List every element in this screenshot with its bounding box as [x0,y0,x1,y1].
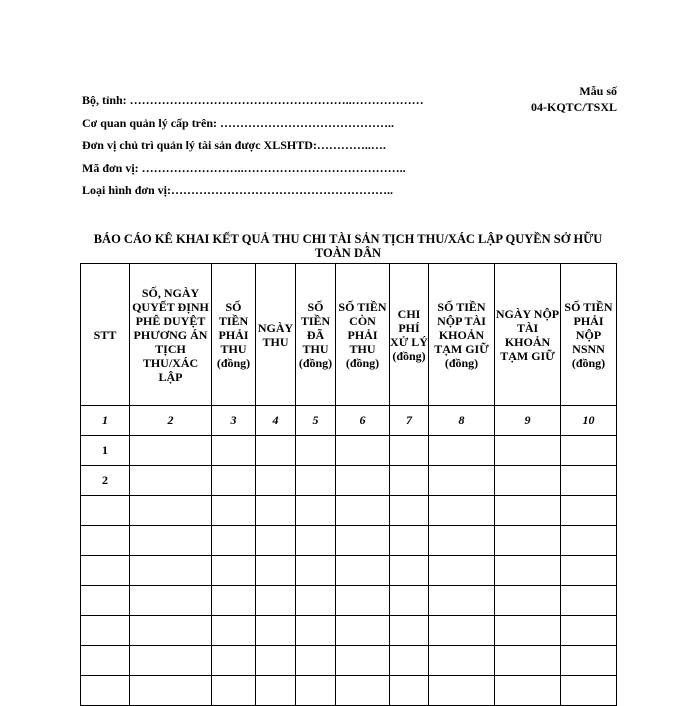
table-cell [130,586,212,616]
table-cell [429,676,495,706]
table-cell [429,496,495,526]
column-number: 7 [390,406,429,436]
table-cell [296,676,336,706]
header-decision: SỐ, NGÀY QUYẾT ĐỊNH PHÊ DUYỆT PHƯƠNG ÁN TỊCH THU/XÁC LẬP [130,264,212,406]
table-cell [390,526,429,556]
column-number-row [81,406,617,436]
table-cell [390,496,429,526]
column-number: 9 [495,406,561,436]
column-number: 10 [561,406,617,436]
table-cell [561,556,617,586]
table-cell [296,466,336,496]
table-cell [495,646,561,676]
table-cell [429,646,495,676]
report-table [80,263,617,706]
table-cell [130,646,212,676]
table-cell [336,586,390,616]
header-deposit-date: NGÀY NỘP TÀI KHOẢN TẠM GIỮ [495,264,561,406]
table-cell [561,436,617,466]
table-cell [212,676,256,706]
table-cell [296,616,336,646]
info-ministry: Bộ, tỉnh: ………………………………………………..……………… [82,93,424,107]
column-number: 1 [81,406,130,436]
header-amount-remaining: SỐ TIỀN CÒN PHẢI THU (đồng) [336,264,390,406]
table-row [81,646,617,676]
table-row [81,496,617,526]
table-cell [336,556,390,586]
table-cell [256,616,296,646]
form-code-label: Mẫu số [579,84,617,98]
table-cell [495,526,561,556]
info-managing-unit: Đơn vị chủ trì quản lý tài sản được XLSHTD:…………..…. [82,138,386,152]
row-number-cell [81,616,130,646]
table-cell [561,496,617,526]
table-cell [429,466,495,496]
table-cell [390,616,429,646]
table-cell [561,586,617,616]
table-cell [336,616,390,646]
table-cell [561,526,617,556]
table-cell [336,646,390,676]
table-row [81,556,617,586]
table-cell [390,586,429,616]
table-cell [212,646,256,676]
info-unit-code: Mã đơn vị: ……………………..………………………………….. [82,160,406,175]
table-cell [429,436,495,466]
table-row [81,616,617,646]
form-code-number: 04-KQTC/TSXL [530,100,617,114]
table-cell [495,586,561,616]
table-cell [256,466,296,496]
table-cell [130,526,212,556]
row-number-cell [81,586,130,616]
table-cell [130,676,212,706]
table-cell [561,466,617,496]
table-cell [429,526,495,556]
table-cell [256,496,296,526]
column-number: 2 [130,406,212,436]
table-cell [495,466,561,496]
unit-info [82,89,424,202]
table-cell [296,496,336,526]
table-cell [336,526,390,556]
table-cell [130,496,212,526]
table-cell [390,556,429,586]
table-cell [495,496,561,526]
table-cell [256,676,296,706]
table-cell [130,556,212,586]
column-number: 4 [256,406,296,436]
table-cell [495,556,561,586]
header-deposit-amount: SỐ TIỀN NỘP TÀI KHOẢN TẠM GIỮ (đồng) [429,264,495,406]
table-cell [390,436,429,466]
table-cell [256,646,296,676]
table-cell [130,466,212,496]
table-cell [429,586,495,616]
header-stt: STT [81,264,130,406]
row-number-cell [81,676,130,706]
header-collection-date: NGÀY THU [256,264,296,406]
table-cell [429,616,495,646]
table-cell [390,646,429,676]
table-cell [130,616,212,646]
table-cell [212,526,256,556]
table-cell [256,586,296,616]
table-cell [495,676,561,706]
row-number-cell [81,496,130,526]
table-cell [495,616,561,646]
table-cell [212,466,256,496]
table-row [81,466,617,496]
table-cell [212,586,256,616]
header-row [81,264,617,406]
header-amount-collected: SỐ TIỀN ĐÃ THU (đồng) [296,264,336,406]
table-cell [296,526,336,556]
header-budget-amount: SỐ TIỀN PHẢI NỘP NSNN (đồng) [561,264,617,406]
row-number-cell: 1 [81,436,130,466]
table-cell [212,436,256,466]
table-row [81,676,617,706]
table-cell [212,556,256,586]
table-cell [256,526,296,556]
table-cell [336,466,390,496]
table-cell [336,676,390,706]
column-number: 8 [429,406,495,436]
column-number: 5 [296,406,336,436]
header-processing-cost: CHI PHÍ XỬ LÝ (đồng) [390,264,429,406]
table-cell [336,496,390,526]
table-cell [212,616,256,646]
table-row [81,436,617,466]
table-cell [296,436,336,466]
table-cell [256,556,296,586]
row-number-cell [81,646,130,676]
table-cell [130,436,212,466]
table-row [81,586,617,616]
table-cell [296,646,336,676]
table-cell [296,586,336,616]
table-cell [296,556,336,586]
form-code [531,83,617,115]
table-row [81,526,617,556]
table-cell [212,496,256,526]
row-number-cell [81,556,130,586]
table-cell [256,436,296,466]
table-cell [390,676,429,706]
report-title: BÁO CÁO KÊ KHAI KẾT QUẢ THU CHI TÀI SẢN TỊCH THU/XÁC LẬP QUYỀN SỞ HỮU TOÀN DÂN [93,232,603,260]
header-amount-due: SỐ TIỀN PHẢI THU (đồng) [212,264,256,406]
info-superior-agency: Cơ quan quản lý cấp trên: …………………………………….. [82,115,395,130]
table-cell [561,676,617,706]
column-number: 6 [336,406,390,436]
row-number-cell: 2 [81,466,130,496]
table-cell [561,616,617,646]
column-number: 3 [212,406,256,436]
table-cell [390,466,429,496]
row-number-cell [81,526,130,556]
table-cell [495,436,561,466]
table-cell [561,646,617,676]
table-cell [336,436,390,466]
table-cell [429,556,495,586]
info-unit-type: Loại hình đơn vị:……………………………………………….. [82,183,394,197]
